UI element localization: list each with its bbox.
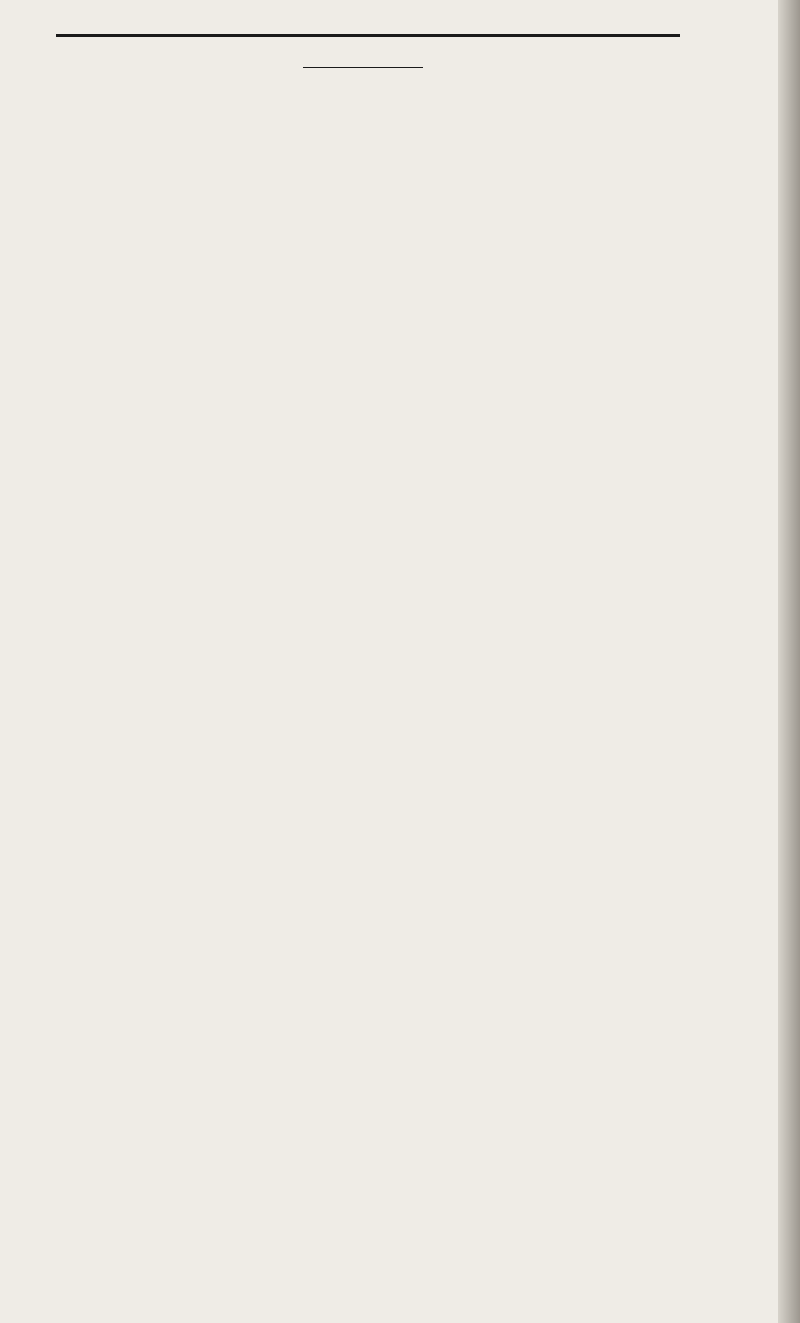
section-divider [56,34,680,37]
book-spine-shadow [778,0,800,1323]
short-rule [303,67,423,68]
